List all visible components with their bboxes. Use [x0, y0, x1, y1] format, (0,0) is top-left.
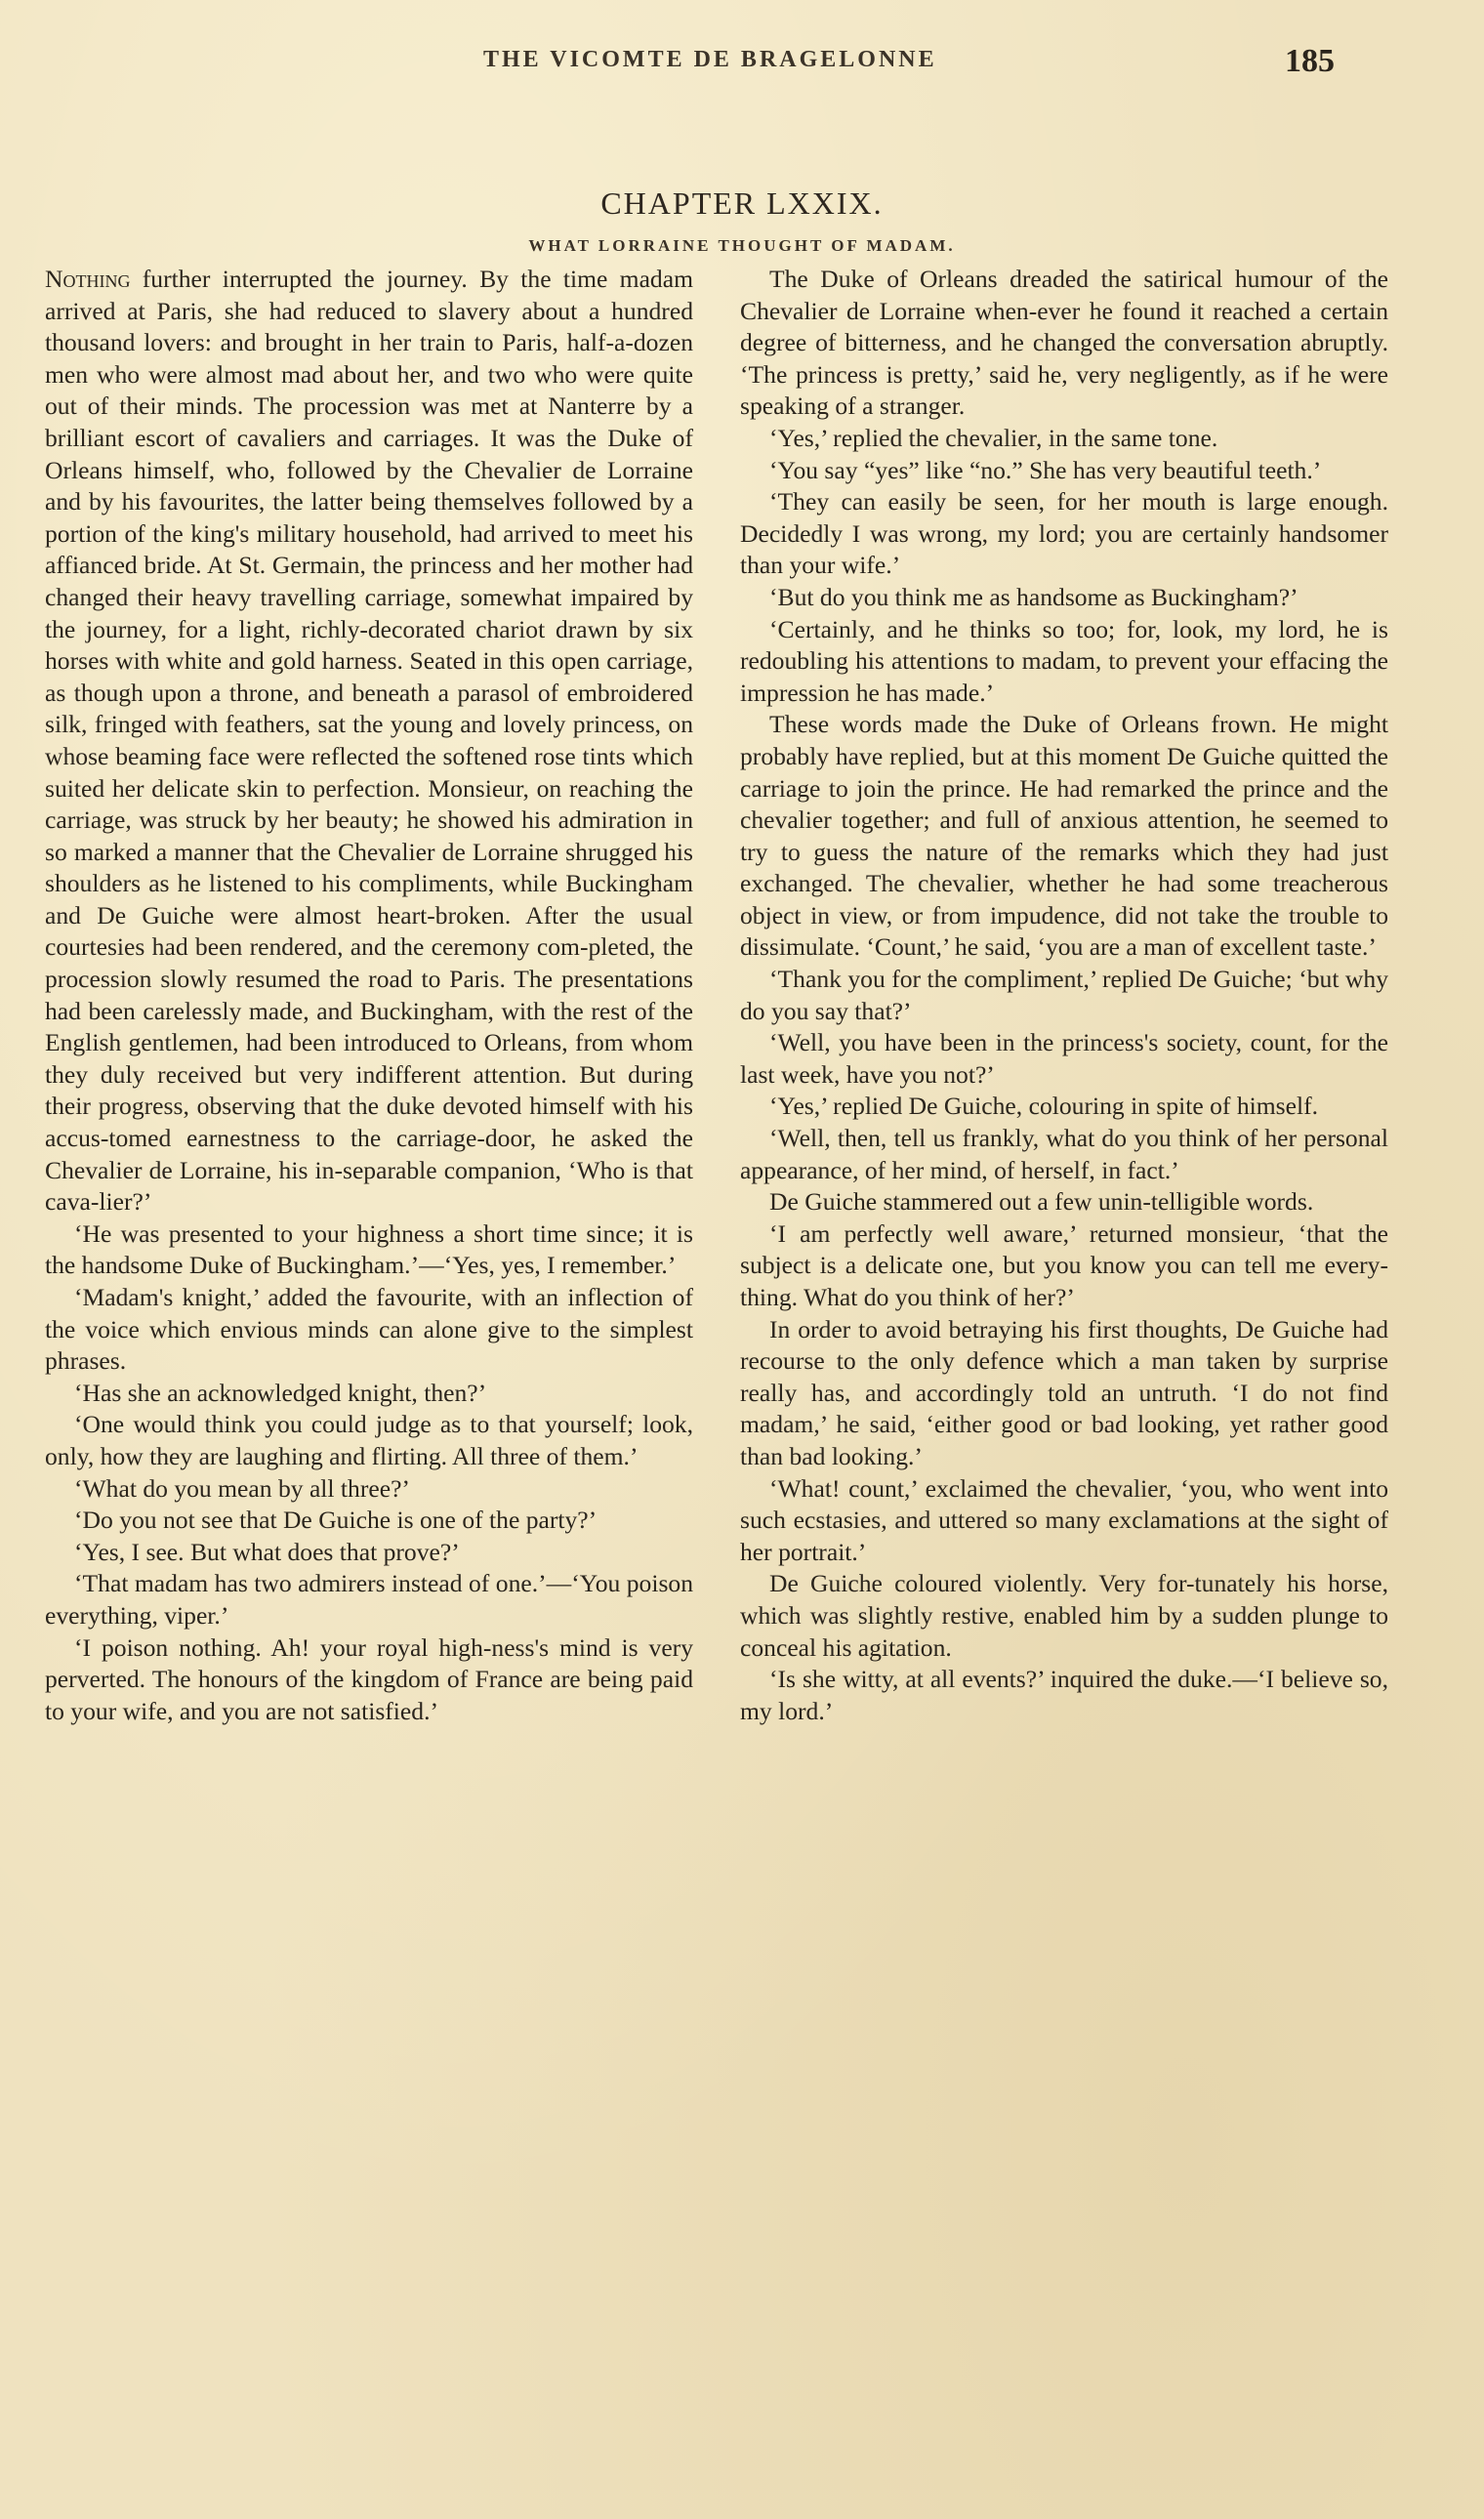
paragraph: ‘Yes,’ replied De Guiche, colouring in spite of himself.	[769, 1092, 1318, 1121]
paragraph: These words made the Duke of Orleans frown. He might probably have replied, but at this moment De Guiche quitted the carriage to join the prince. He had remarked the prince and the chevalier together; and full of anxious attention, he seemed to try to guess the nature of the remarks which they had just exchanged. The chevalier, whether he had some treacherous object in view, or from impudence, did not take the trouble to dissimulate. ‘Count,’ he said, ‘you are a man of excellent taste.’	[740, 710, 1388, 962]
paragraph: ‘I am perfectly well aware,’ returned monsieur, ‘that the subject is a delicate one, but you know you can tell me every-thing. What do you think of her?’	[740, 1218, 1388, 1311]
paragraph: ‘Certainly, and he thinks so too; for, look, my lord, he is redoubling his attentions to madam, to prevent your effacing the impression he has made.’	[740, 614, 1388, 707]
paragraph: ‘You say “yes” like “no.” She has very beautiful teeth.’	[769, 455, 1322, 484]
paragraph: De Guiche stammered out a few unin-telligible words.	[769, 1187, 1314, 1217]
paragraph: ‘They can easily be seen, for her mouth is large enough. Decidedly I was wrong, my lord; you are certainly handsomer than your wife.’	[740, 487, 1388, 580]
paragraph: ‘Thank you for the compliment,’ replied De Guiche; ‘but why do you say that?’	[740, 965, 1388, 1025]
right-column	[740, 264, 1388, 1727]
paragraph: ‘He was presented to your highness a short time since; it is the handsome Duke of Buckingham.’—‘Yes, yes, I remember.’	[45, 1218, 693, 1280]
paragraph: ‘Yes,’ replied the chevalier, in the same tone.	[769, 423, 1218, 452]
paragraph: ‘I poison nothing. Ah! your royal high-ness's mind is very perverted. The honours of the kingdom of France are being paid to your wife, and you are not satisfied.’	[45, 1632, 693, 1725]
paragraph: ‘One would think you could judge as to that yourself; look, only, how they are laughing and flirting. All three of them.’	[45, 1410, 693, 1470]
paragraph: ‘Well, then, tell us frankly, what do you think of her personal appearance, of her mind, of herself, in fact.’	[740, 1124, 1388, 1184]
paragraph	[45, 264, 693, 1218]
paragraph: ‘But do you think me as handsome as Buckingham?’	[769, 582, 1298, 611]
paragraph: ‘Yes, I see. But what does that prove?’	[74, 1537, 460, 1566]
paragraph-text: further interrupted the journey. By the time madam arrived at Paris, she had reduced to slavery about a hundred thousand lovers: and brought in her train to Paris, half-a-dozen men who were almost mad about her, and two who were quite out of their minds. The procession was met at Nanterre by a brilliant escort of cavaliers and carriages. It was the Duke of Orleans himself, who, followed by the Chevalier de Lorraine and by his favourites, the latter being themselves followed by a portion of the king's military household, had arrived to meet his affianced bride. At St. Germain, the princess and her mother had changed their heavy travelling carriage, somewhat impaired by the journey, for a light, richly-decorated chariot drawn by six horses with white and gold harness. Seated in this open carriage, as though upon a throne, and beneath a parasol of embroidered silk, fringed with feathers, sat the young and lovely princess, on whose beaming face were reflected the softened rose tints which suited her delicate skin to perfection. Monsieur, on reaching the carriage, was struck by her beauty; he showed his admiration in so marked a manner that the Chevalier de Lorraine shrugged his shoulders as he listened to his compliments, while Buckingham and De Guiche were almost heart-broken. After the usual courtesies had been rendered, and the ceremony com-pleted, the procession slowly resumed the road to Paris. The presentations had been carelessly made, and Buckingham, with the rest of the English gentlemen, had been introduced to Orleans, from whom they duly received but very indifferent attention. But during their progress, observing that the duke devoted himself with his accus-tomed earnestness to the carriage-door, he asked the Chevalier de Lorraine, his in-separable companion, ‘Who is that cava-lier?’	[45, 265, 693, 1217]
paragraph: ‘Madam's knight,’ added the favourite, with an inflection of the voice which envious minds can alone give to the simplest phrases.	[45, 1283, 693, 1376]
running-header	[0, 43, 1484, 86]
paragraph: ‘Do you not see that De Guiche is one of the party?’	[74, 1506, 598, 1535]
paragraph: De Guiche coloured violently. Very for-tunately his horse, which was slightly restive, enabled him by a sudden plunge to conceal his agitation.	[740, 1569, 1388, 1662]
paragraph: In order to avoid betraying his first thoughts, De Guiche had recourse to the only defence which a man taken by surprise really has, and accordingly told an untruth. ‘I do not find madam,’ he said, ‘either good or bad looking, yet rather good than bad looking.’	[740, 1314, 1388, 1470]
page-number: 185	[1285, 43, 1335, 79]
paragraph: ‘What do you mean by all three?’	[74, 1473, 410, 1503]
paragraph: The Duke of Orleans dreaded the satirical humour of the Chevalier de Lorraine when-ever he found it reached a certain degree of bitterness, and he changed the conversation abruptly. ‘The princess is pretty,’ said he, very negligently, as if he were speaking of a stranger.	[740, 265, 1388, 421]
paragraph: ‘Well, you have been in the princess's society, count, for the last week, have you not?’	[740, 1028, 1388, 1089]
opening-word: Nothing	[45, 265, 131, 293]
paragraph: ‘Is she witty, at all events?’ inquired the duke.—‘I believe so, my lord.’	[740, 1665, 1388, 1725]
chapter-title: CHAPTER LXXIX.	[600, 186, 884, 221]
paragraph: ‘What! count,’ exclaimed the chevalier, ‘you, who went into such ecstasies, and uttered so many exclamations at the sight of her portrait.’	[740, 1473, 1388, 1566]
left-column	[45, 264, 693, 1727]
chapter-subtitle: WHAT LORRAINE THOUGHT OF MADAM.	[528, 236, 956, 255]
running-title: THE VICOMTE DE BRAGELONNE	[483, 47, 937, 72]
paragraph: ‘Has she an acknowledged knight, then?’	[74, 1378, 487, 1407]
paragraph: ‘That madam has two admirers instead of one.’—‘You poison everything, viper.’	[45, 1569, 693, 1630]
